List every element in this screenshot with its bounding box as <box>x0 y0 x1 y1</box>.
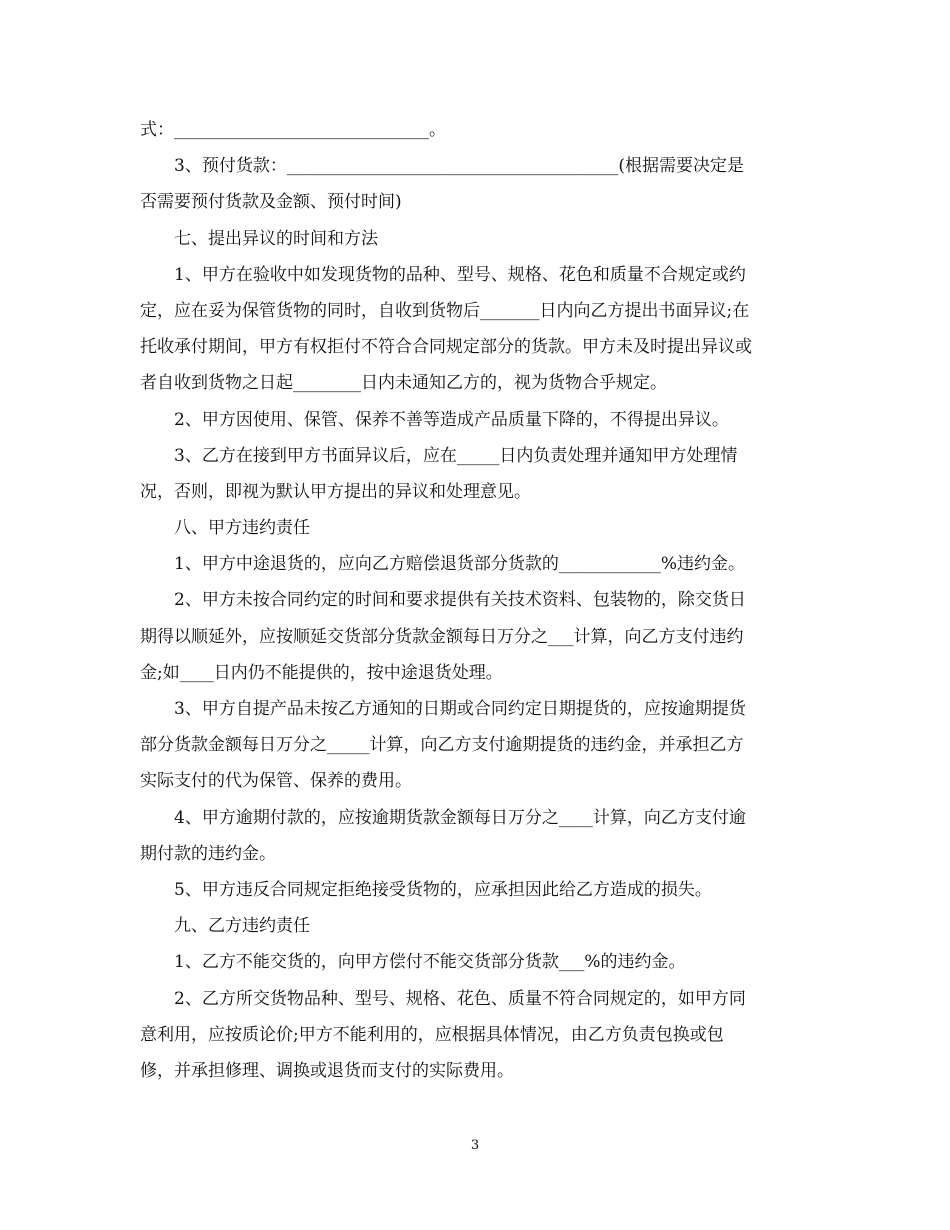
page-number: 3 <box>470 1138 480 1153</box>
text-line: 1、甲方在验收中如发现货物的品种、型号、规格、花色和质量不合规定或约 <box>174 264 746 285</box>
text-line: 否需要预付货款及金额、预付时间) <box>140 192 402 213</box>
text-line: 托收承付期间，甲方有权拒付不符合合同规定部分的货款。甲方未及时提出异议或 <box>140 337 752 358</box>
text-line: 4、甲方逾期付款的，应按逾期货款金额每日万分之____计算，向乙方支付逾 <box>174 807 746 828</box>
text-line: 九、乙方违约责任 <box>174 916 310 937</box>
text-line: 5、甲方违反合同规定拒绝接受货物的，应承担因此给乙方造成的损失。 <box>174 879 712 900</box>
text-line: 3、甲方自提产品未按乙方通知的日期或合同约定日期提货的，应按逾期提货 <box>174 699 746 719</box>
text-line: 定，应在妥为保管货物的同时，自收到货物后_______日内向乙方提出书面异议;在 <box>140 300 750 321</box>
text-line: 八、甲方违约责任 <box>174 518 310 539</box>
text-line: 部分货款金额每日万分之_____计算，向乙方支付逾期提货的违约金，并承担乙方 <box>140 735 744 756</box>
text-line: 实际支付的代为保管、保养的费用。 <box>140 771 412 792</box>
text-line: 1、乙方不能交货的，向甲方偿付不能交货部分货款___%的违约金。 <box>174 952 686 973</box>
text-line: 七、提出异议的时间和方法 <box>174 228 378 249</box>
text-line: 者自收到货物之日起________日内未通知乙方的，视为货物合乎规定。 <box>140 373 667 394</box>
text-line: 金;如____日内仍不能提供的，按中途退货处理。 <box>140 662 503 683</box>
text-line: 况，否则，即视为默认甲方提出的异议和处理意见。 <box>140 481 531 502</box>
text-line: 期得以顺延外，应按顺延交货部分货款金额每日万分之___计算，向乙方支付违约 <box>140 626 744 647</box>
text-line: 3、乙方在接到甲方书面异议后，应在_____日内负责处理并通知甲方处理情 <box>174 445 738 466</box>
text-line: 1、甲方中途退货的，应向乙方赔偿退货部分货款的____________%违约金。 <box>174 554 745 575</box>
text-line: 式：______________________________。 <box>140 120 446 140</box>
document-body <box>140 112 812 1089</box>
text-line: 2、乙方所交货物品种、型号、规格、花色、质量不符合同规定的，如甲方同 <box>174 988 746 1009</box>
text-line: 3、预付货款：_______________________________________(根据需要决定是 <box>174 156 744 177</box>
text-line: 2、甲方未按合同约定的时间和要求提供有关技术资料、包装物的，除交货日 <box>174 590 746 611</box>
text-line: 期付款的违约金。 <box>140 843 276 864</box>
text-line: 意利用，应按质论价;甲方不能利用的，应根据具体情况，由乙方负责包换或包 <box>140 1024 724 1045</box>
text-line: 2、甲方因使用、保管、保养不善等造成产品质量下降的，不得提出异议。 <box>174 409 729 430</box>
text-line: 修，并承担修理、调换或退货而支付的实际费用。 <box>140 1060 514 1081</box>
